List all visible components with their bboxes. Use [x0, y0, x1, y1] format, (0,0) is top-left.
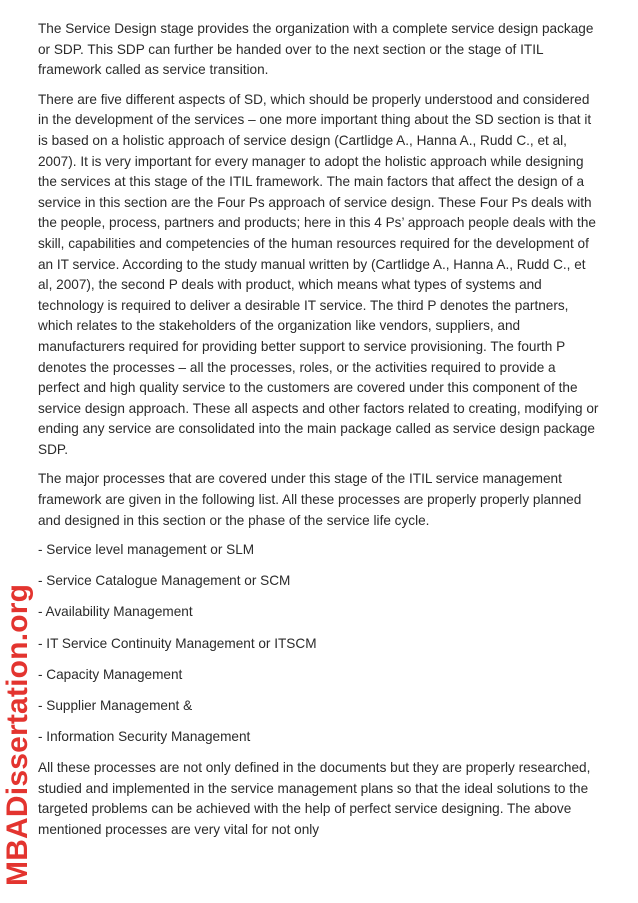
- process-list: [38, 540, 600, 747]
- paragraph-intro: The Service Design stage provides the organization with a complete service design package or SDP. This SDP can further be handed over to the next section or the stage of ITIL framework called as service transition.: [38, 21, 594, 78]
- watermark: [0, 540, 36, 886]
- watermark-text: MBADissertation.org: [1, 583, 34, 886]
- list-item: - IT Service Continuity Management or ITSCM: [38, 635, 317, 651]
- paragraph-closing: All these processes are not only defined in the documents but they are properly researched, studied and implemented in the service management plans so that the ideal solutions to the targeted problems can be achieved with the help of perfect service designing. The above mentioned processes are very vital for not only: [38, 759, 591, 837]
- list-item: - Service Catalogue Management or SCM: [38, 573, 291, 589]
- paragraph-aspects: There are five different aspects of SD, which should be properly understood and considered in the development of the services – one more important thing about the SD section is that it is based on a holistic approach of service design (Cartlidge A., Hanna A., Rudd C., et al, 2007). It is very important for every manager to adopt the holistic approach while designing the services at this stage of the ITIL framework. The main factors that affect the design of a service in this section are the Four Ps approach of service design. These Four Ps deals with the people, process, partners and products; here in this 4 Ps’ approach people deals with the skill, capabilities and competencies of the human resources required for the development of an IT service. According to the study manual written by (Cartlidge A., Hanna A., Rudd C., et al, 2007), the second P deals with product, which means what types of systems and technology is required to deliver a desirable IT service. The third P denotes the partners, which relates to the stakeholders of the organization like vendors, suppliers, and manufacturers required for providing better support to service provisioning. The fourth P denotes the processes – all the processes, roles, or the activities required to provide a perfect and high quality service to the customers are covered under this component of the service design approach. These all aspects and other factors related to creating, modifying or ending any service are consolidated into the main package called as service design package SDP.: [38, 91, 599, 457]
- document-body: [38, 19, 600, 849]
- list-item: - Capacity Management: [38, 666, 183, 682]
- paragraph-processes-intro: The major processes that are covered under this stage of the ITIL service management framework are given in the following list. All these processes are properly properly planned and designed in this section or the phase of the service life cycle.: [38, 471, 582, 528]
- list-item: - Availability Management: [38, 604, 193, 620]
- list-item: - Supplier Management &: [38, 697, 193, 713]
- list-item: - Service level management or SLM: [38, 542, 255, 558]
- list-item: - Information Security Management: [38, 728, 251, 744]
